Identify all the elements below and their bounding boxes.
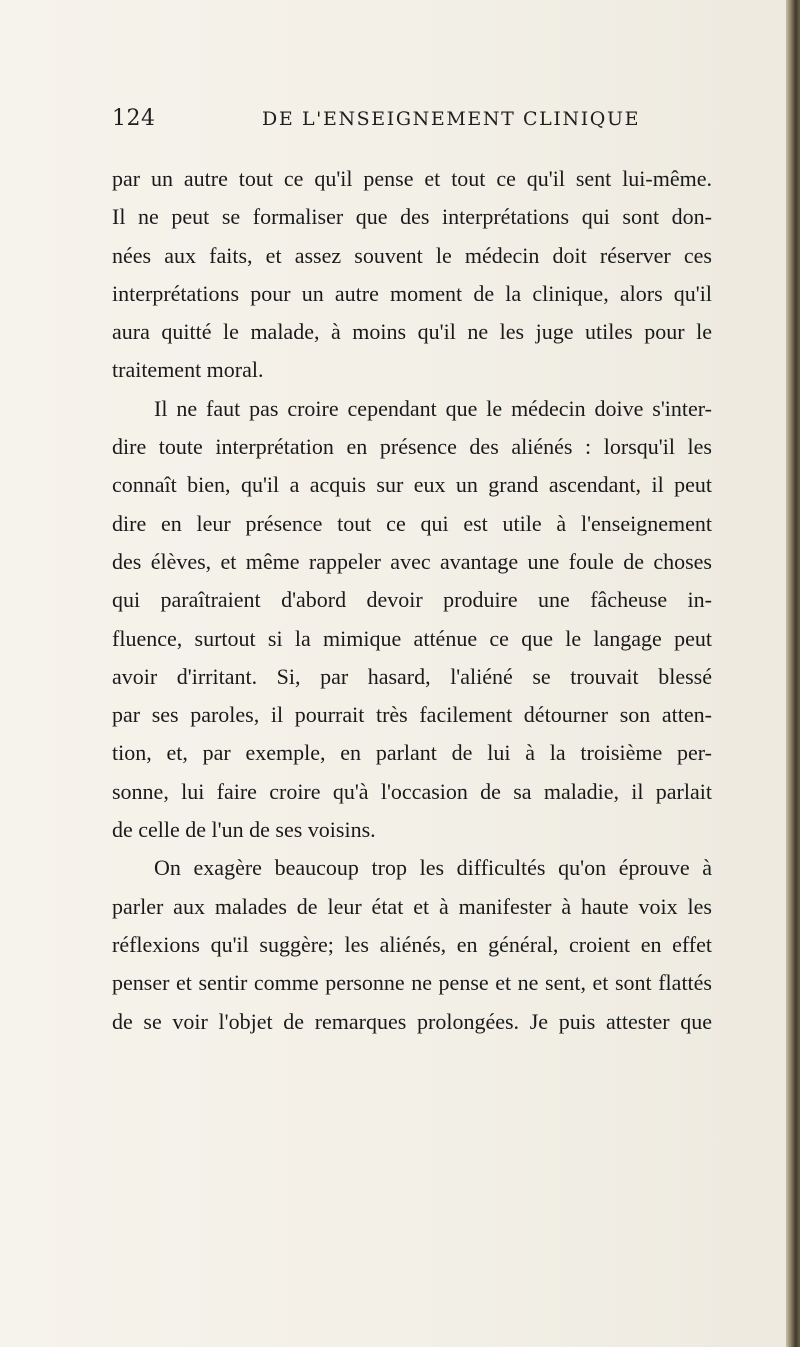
text-line: Il ne faut pas croire cependant que le médecin doive s'inter- — [154, 395, 712, 421]
text-line: sonne, lui faire croire qu'à l'occasion de sa maladie, il parlait — [112, 778, 712, 804]
text-line: traitement moral. — [112, 357, 264, 383]
text-line: par ses paroles, il pourrait très facilement détourner son atten- — [112, 702, 712, 728]
text-line: penser et sentir comme personne ne pense et ne sent, et sont flattés — [112, 970, 712, 996]
text-line: connaît bien, qu'il a acquis sur eux un grand ascendant, il peut — [112, 472, 712, 498]
text-line: de se voir l'objet de remarques prolongées. Je puis attester que — [112, 1008, 712, 1034]
page-number: 124 — [112, 106, 156, 131]
text-line: réflexions qu'il suggère; les aliénés, en général, croient en effet — [112, 931, 712, 957]
text-line: Il ne peut se formaliser que des interprétations qui sont don- — [112, 204, 712, 230]
page-edge-shadow — [786, 0, 800, 1347]
text-line: qui paraîtraient d'abord devoir produire une fâcheuse in- — [112, 587, 712, 613]
text-line: tion, et, par exemple, en parlant de lui à la troisième per- — [112, 740, 712, 766]
text-line: interprétations pour un autre moment de la clinique, alors qu'il — [112, 280, 712, 306]
text-line: avoir d'irritant. Si, par hasard, l'aliéné se trouvait blessé — [112, 663, 712, 689]
text-line: fluence, surtout si la mimique atténue ce que le langage peut — [112, 625, 712, 651]
text-line: nées aux faits, et assez souvent le médecin doit réserver ces — [112, 242, 712, 268]
text-line: de celle de l'un de ses voisins. — [112, 817, 376, 843]
text-line: parler aux malades de leur état et à manifester à haute voix les — [112, 893, 712, 919]
running-title: DE L'ENSEIGNEMENT CLINIQUE — [262, 108, 641, 130]
text-line: par un autre tout ce qu'il pense et tout ce qu'il sent lui-même. — [112, 166, 712, 191]
body-text — [112, 160, 712, 1041]
text-line: dire en leur présence tout ce qui est utile à l'enseignement — [112, 510, 712, 536]
page-header — [112, 106, 712, 138]
text-line: des élèves, et même rappeler avec avantage une foule de choses — [112, 548, 712, 574]
text-line: aura quitté le malade, à moins qu'il ne les juge utiles pour le — [112, 319, 712, 345]
text-line: dire toute interprétation en présence des aliénés : lorsqu'il les — [112, 434, 712, 460]
text-line: On exagère beaucoup trop les difficultés qu'on éprouve à — [154, 855, 712, 881]
